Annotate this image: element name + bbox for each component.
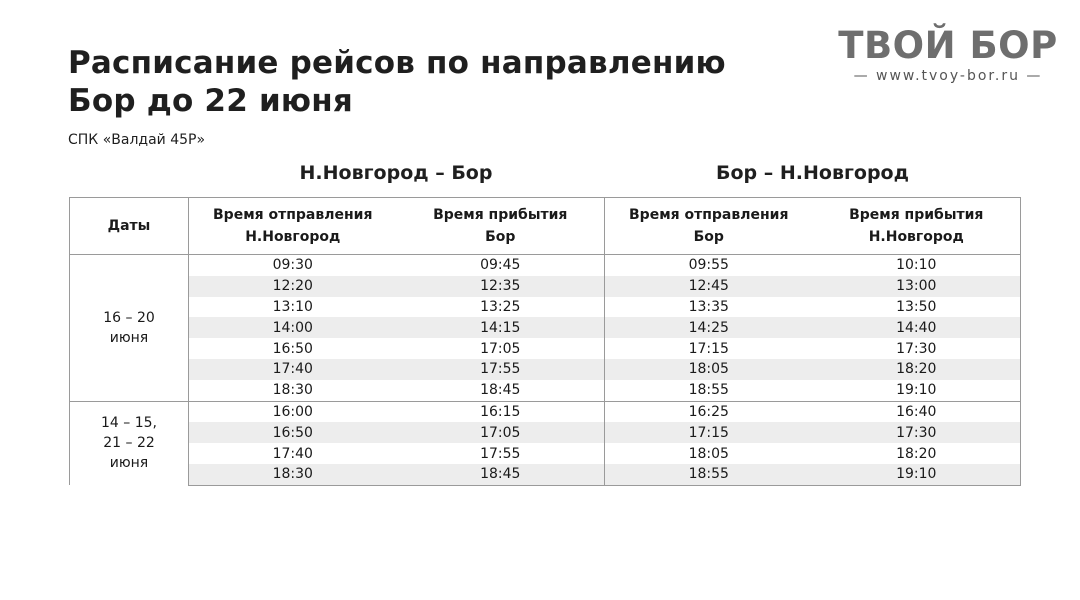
dates-cell: 16 – 20 июня [70,255,189,402]
table-row [70,276,1021,297]
departure-nn-time: 14:00 [189,317,397,338]
departure-nn-time: 17:40 [272,445,313,462]
direction-nn-to-bor: Н.Новгород – Бор [299,162,493,184]
arrival-bor-time: 13:25 [397,297,605,318]
arrival-bor-time: 17:05 [397,422,605,443]
arrival-bor-time: 17:55 [397,359,605,380]
arrival-bor-time: 14:15 [397,317,605,338]
departure-bor-time: 16:25 [605,401,813,422]
arrival-nn-time: 18:20 [813,443,1021,464]
table-row [70,255,1021,276]
arrival-nn-time: 13:00 [813,276,1021,297]
departure-nn-time: 13:10 [272,298,313,315]
brand-logo-text: ТВОЙ БОР [838,24,1058,67]
arrival-bor-time: 09:45 [397,255,605,276]
departure-nn-time: 18:30 [189,464,397,485]
table-row [70,317,1021,338]
departure-nn-time: 16:50 [189,422,397,443]
departure-bor-time: 17:15 [688,340,729,357]
departure-bor-time: 09:55 [605,255,813,276]
schedule-table [69,197,1021,486]
table-row [70,464,1021,485]
page-title-line-2: Бор до 22 июня [68,83,353,119]
arrival-bor-time: 12:35 [397,276,605,297]
arrival-bor-time: 17:55 [397,443,605,464]
arrival-bor-time: 18:45 [397,380,605,401]
table-row [70,422,1021,443]
arrival-nn-time: 18:20 [813,359,1021,380]
brand-logo-url: — www.tvoy-bor.ru — [853,68,1043,84]
arrival-nn-time: 19:10 [813,464,1021,485]
page-title [68,44,726,120]
departure-bor-time: 18:05 [605,359,813,380]
arrival-nn-time: 16:40 [813,401,1021,422]
departure-nn-time: 09:30 [189,255,397,276]
direction-bor-to-nn: Бор – Н.Новгород [716,162,909,184]
vessel-name: СПК «Валдай 45Р» [68,132,206,148]
arrival-nn-time: 17:30 [813,338,1021,359]
departure-bor-time: 12:45 [605,276,813,297]
arrival-nn-time: 13:50 [813,297,1021,318]
table-row [70,443,1021,464]
arrival-bor-time: 17:05 [397,338,605,359]
table-row [70,338,1021,359]
header-departure-bor: Время отправления Бор [605,198,813,255]
arrival-bor-time: 18:45 [397,464,605,485]
page-title-line-1: Расписание рейсов по направлению [68,45,726,81]
departure-bor-time: 14:25 [605,317,813,338]
brand-logo [836,26,1060,84]
arrival-nn-time: 19:10 [813,380,1021,401]
arrival-bor-time: 16:15 [397,401,605,422]
schedule-header-row [70,198,1021,255]
departure-bor-time: 13:35 [688,298,729,315]
departure-nn-time: 16:50 [272,340,313,357]
table-row [70,401,1021,422]
header-arrival-bor: Время прибытия Бор [397,198,605,255]
dates-cell: 14 – 15, 21 – 22 июня [70,401,189,485]
table-row [70,380,1021,401]
departure-nn-time: 16:00 [189,401,397,422]
departure-nn-time: 12:20 [189,276,397,297]
table-row [70,297,1021,318]
departure-nn-time: 18:30 [272,382,313,399]
arrival-nn-time: 17:30 [813,422,1021,443]
arrival-nn-time: 14:40 [813,317,1021,338]
departure-nn-time: 17:40 [189,359,397,380]
arrival-nn-time: 10:10 [813,255,1021,276]
departure-bor-time: 17:15 [605,422,813,443]
header-dates: Даты [70,198,189,255]
departure-bor-time: 18:55 [605,464,813,485]
header-arrival-nn: Время прибытия Н.Новгород [813,198,1021,255]
header-departure-nn: Время отправления Н.Новгород [189,198,397,255]
table-row [70,359,1021,380]
departure-bor-time: 18:55 [688,382,729,399]
departure-bor-time: 18:05 [688,445,729,462]
